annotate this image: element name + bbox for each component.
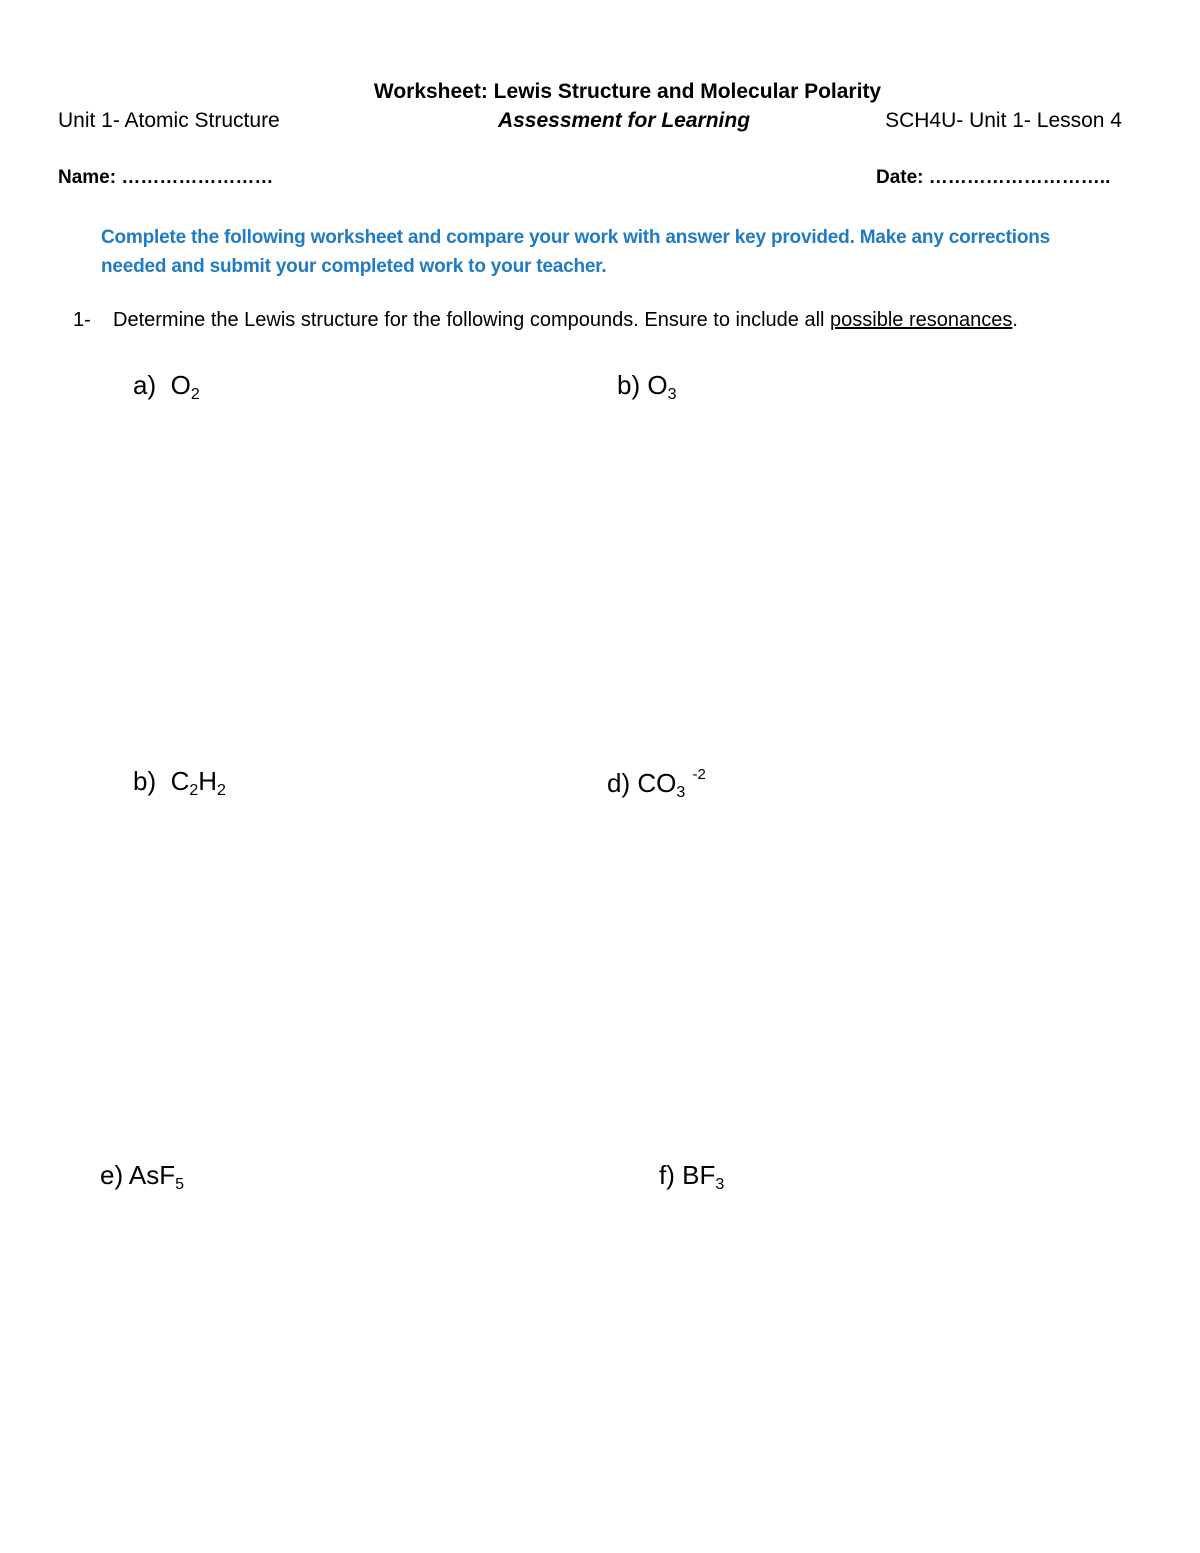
subscript: 2: [189, 782, 199, 799]
instructions-text: Complete the following worksheet and compare your work with answer key provided. Make any corrections needed and submit your completed work to your teacher.: [101, 227, 1051, 277]
formula: CO: [637, 768, 677, 798]
formula: O: [170, 370, 191, 400]
course-lesson-label: SCH4U- Unit 1- Lesson 4: [885, 109, 1122, 132]
part-c: [133, 766, 226, 800]
formula: AsF: [128, 1160, 176, 1190]
subscript: 5: [175, 1176, 185, 1193]
part-b: [617, 370, 677, 404]
question-text: Determine the Lewis structure for the following compounds. Ensure to include all: [113, 309, 831, 331]
formula: C: [170, 766, 190, 796]
worksheet-title: Worksheet: Lewis Structure and Molecular Polarity: [373, 80, 882, 103]
part-label: a): [133, 370, 157, 400]
part-e: [100, 1160, 184, 1194]
part-label: e): [100, 1160, 124, 1190]
date-field[interactable]: Date: ………………………..: [876, 167, 1111, 188]
question-number: 1-: [73, 309, 91, 331]
name-field[interactable]: Name: ……………………: [58, 167, 274, 188]
part-label: d): [607, 768, 631, 798]
part-label: b): [133, 766, 157, 796]
subscript: 2: [190, 386, 200, 403]
subscript: 3: [667, 386, 677, 403]
subscript: 3: [676, 784, 686, 801]
formula: O: [647, 370, 668, 400]
formula: H: [198, 766, 218, 796]
formula: BF: [682, 1160, 716, 1190]
answer-space-a[interactable]: [120, 410, 560, 750]
subscript: 3: [715, 1176, 725, 1193]
instructions: [101, 223, 1101, 281]
answer-space-f[interactable]: [640, 1200, 1120, 1520]
answer-space-d[interactable]: [600, 806, 1120, 1146]
answer-space-e[interactable]: [90, 1200, 560, 1520]
part-f: [659, 1160, 724, 1194]
assessment-label: Assessment for Learning: [497, 109, 751, 132]
part-d: [607, 766, 706, 802]
answer-space-b[interactable]: [600, 410, 1120, 750]
subscript: 2: [217, 782, 226, 799]
question-1: [73, 309, 1018, 332]
part-a: [133, 370, 200, 404]
question-emphasis: possible resonances: [830, 309, 1013, 331]
part-label: b): [617, 370, 641, 400]
answer-space-c[interactable]: [120, 806, 560, 1146]
charge-superscript: -2: [692, 766, 706, 783]
part-label: f): [659, 1160, 675, 1190]
unit-label: Unit 1- Atomic Structure: [58, 109, 280, 132]
question-end: .: [1012, 309, 1018, 331]
